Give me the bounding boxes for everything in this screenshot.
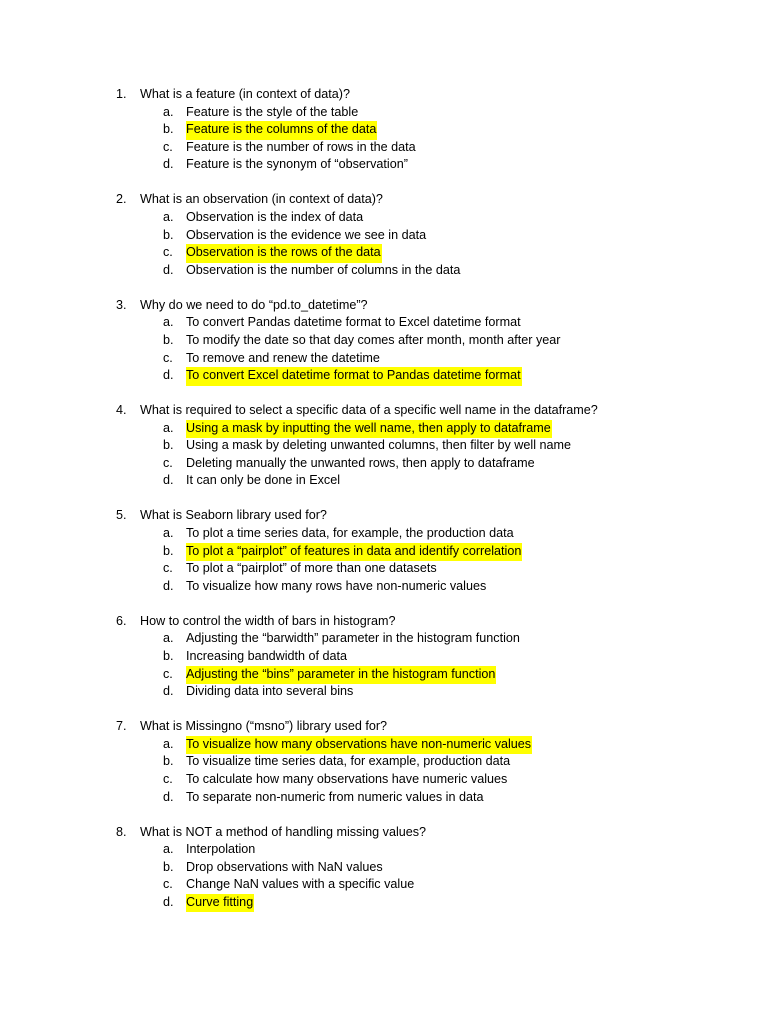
question-text: What is an observation (in context of data)? <box>140 192 383 207</box>
answer-option-letter: d. <box>163 684 174 699</box>
answer-option <box>0 472 768 490</box>
answer-option-letter: b. <box>163 754 174 769</box>
answer-option-letter: c. <box>163 455 173 470</box>
answer-option-letter: b. <box>163 648 174 663</box>
answer-option-letter: d. <box>163 157 174 172</box>
answer-option <box>0 753 768 771</box>
question-block-7 <box>0 718 768 806</box>
answer-option-text: To plot a “pairplot” of more than one datasets <box>186 561 437 576</box>
answer-option-text: Interpolation <box>186 842 256 857</box>
answer-option <box>0 121 768 139</box>
answer-option-letter: a. <box>163 209 174 224</box>
answer-option-letter: c. <box>163 245 173 260</box>
answer-option-letter: a. <box>163 420 174 435</box>
answer-option <box>0 560 768 578</box>
question-line <box>0 191 768 209</box>
question-block-2 <box>0 191 768 279</box>
answer-option-text: Feature is the style of the table <box>186 104 359 119</box>
question-block-6 <box>0 613 768 701</box>
answer-option <box>0 859 768 877</box>
answer-option-letter: c. <box>163 666 173 681</box>
answer-option-text: To convert Pandas datetime format to Excel datetime format <box>186 315 521 330</box>
answer-option-letter: a. <box>163 526 174 541</box>
answer-option <box>0 455 768 473</box>
question-line <box>0 718 768 736</box>
answer-option-text: Adjusting the “barwidth” parameter in the histogram function <box>186 631 520 646</box>
answer-option-letter: d. <box>163 262 174 277</box>
answer-option-text: Observation is the index of data <box>186 209 364 224</box>
question-number: 3. <box>116 297 127 312</box>
answer-option <box>0 437 768 455</box>
question-line <box>0 297 768 315</box>
question-block-8 <box>0 824 768 912</box>
question-line <box>0 824 768 842</box>
answer-option <box>0 736 768 754</box>
answer-option-letter: c. <box>163 561 173 576</box>
question-block-4 <box>0 402 768 490</box>
question-line <box>0 507 768 525</box>
question-text: How to control the width of bars in histogram? <box>140 613 396 628</box>
answer-option-text: To plot a time series data, for example, the production data <box>186 526 514 541</box>
answer-option-text-highlighted: To visualize how many observations have non-numeric values <box>186 736 532 755</box>
question-line <box>0 86 768 104</box>
question-block-3 <box>0 297 768 385</box>
answer-option <box>0 789 768 807</box>
answer-option <box>0 666 768 684</box>
answer-option-text: To remove and renew the datetime <box>186 350 380 365</box>
answer-option-text: Feature is the number of rows in the data <box>186 139 416 154</box>
answer-option-text: Change NaN values with a specific value <box>186 877 415 892</box>
answer-option-text: To separate non-numeric from numeric values in data <box>186 789 484 804</box>
question-text: Why do we need to do “pd.to_datetime”? <box>140 297 368 312</box>
answer-option-text-highlighted: To convert Excel datetime format to Pandas datetime format <box>186 367 522 386</box>
answer-option-letter: b. <box>163 122 174 137</box>
question-line <box>0 613 768 631</box>
answer-option-text: Using a mask by deleting unwanted columns, then filter by well name <box>186 438 572 453</box>
answer-option <box>0 683 768 701</box>
answer-option-text: Dividing data into several bins <box>186 684 354 699</box>
answer-option <box>0 648 768 666</box>
answer-option-letter: b. <box>163 332 174 347</box>
answer-option-letter: b. <box>163 543 174 558</box>
question-number: 7. <box>116 719 127 734</box>
answer-option <box>0 104 768 122</box>
question-number: 4. <box>116 403 127 418</box>
answer-option-text-highlighted: Observation is the rows of the data <box>186 244 382 263</box>
question-block-1 <box>0 86 768 174</box>
answer-option-letter: d. <box>163 894 174 909</box>
answer-option <box>0 350 768 368</box>
answer-option <box>0 332 768 350</box>
answer-option-letter: c. <box>163 350 173 365</box>
answer-option <box>0 209 768 227</box>
answer-option-letter: a. <box>163 631 174 646</box>
answer-option-text: To modify the date so that day comes after month, month after year <box>186 332 561 347</box>
question-text: What is NOT a method of handling missing values? <box>140 824 427 839</box>
question-number: 2. <box>116 192 127 207</box>
question-list <box>0 86 768 929</box>
answer-option <box>0 525 768 543</box>
answer-option <box>0 262 768 280</box>
question-block-5 <box>0 507 768 595</box>
answer-option <box>0 139 768 157</box>
answer-option-letter: c. <box>163 139 173 154</box>
answer-option-text: Deleting manually the unwanted rows, then apply to dataframe <box>186 455 535 470</box>
answer-option-text: It can only be done in Excel <box>186 473 341 488</box>
answer-option <box>0 244 768 262</box>
question-text: What is Seaborn library used for? <box>140 508 327 523</box>
answer-option <box>0 543 768 561</box>
answer-option <box>0 420 768 438</box>
answer-option-letter: a. <box>163 104 174 119</box>
answer-option-text: Observation is the evidence we see in data <box>186 227 427 242</box>
answer-option-letter: b. <box>163 859 174 874</box>
question-number: 6. <box>116 613 127 628</box>
answer-option <box>0 630 768 648</box>
answer-option-letter: c. <box>163 771 173 786</box>
answer-option-letter: d. <box>163 368 174 383</box>
answer-option <box>0 227 768 245</box>
answer-option <box>0 894 768 912</box>
answer-option <box>0 876 768 894</box>
question-line <box>0 402 768 420</box>
answer-option-letter: a. <box>163 315 174 330</box>
answer-option-text-highlighted: To plot a “pairplot” of features in data and identify correlation <box>186 543 522 562</box>
question-number: 5. <box>116 508 127 523</box>
answer-option <box>0 314 768 332</box>
answer-option-letter: d. <box>163 578 174 593</box>
answer-option <box>0 578 768 596</box>
answer-option-letter: a. <box>163 736 174 751</box>
answer-option-text-highlighted: Adjusting the “bins” parameter in the histogram function <box>186 666 496 685</box>
answer-option-text: To calculate how many observations have numeric values <box>186 771 508 786</box>
question-text: What is Missingno (“msno”) library used for? <box>140 719 388 734</box>
answer-option <box>0 367 768 385</box>
answer-option-text: To visualize how many rows have non-numeric values <box>186 578 487 593</box>
answer-option-text-highlighted: Using a mask by inputting the well name, then apply to dataframe <box>186 420 552 439</box>
answer-option-text: Increasing bandwidth of data <box>186 648 348 663</box>
answer-option-text: Feature is the synonym of “observation” <box>186 157 408 172</box>
answer-option <box>0 841 768 859</box>
answer-option-text-highlighted: Curve fitting <box>186 894 254 913</box>
answer-option-letter: d. <box>163 473 174 488</box>
answer-option-text-highlighted: Feature is the columns of the data <box>186 121 377 140</box>
answer-option-letter: b. <box>163 227 174 242</box>
answer-option-letter: a. <box>163 842 174 857</box>
answer-option <box>0 771 768 789</box>
question-text: What is required to select a specific data of a specific well name in the dataframe? <box>140 403 598 418</box>
question-text: What is a feature (in context of data)? <box>140 87 351 101</box>
answer-option-letter: c. <box>163 877 173 892</box>
question-number: 8. <box>116 824 127 839</box>
answer-option <box>0 156 768 174</box>
answer-option-text: To visualize time series data, for example, production data <box>186 754 511 769</box>
answer-option-text: Observation is the number of columns in the data <box>186 262 461 277</box>
answer-option-letter: b. <box>163 438 174 453</box>
question-number: 1. <box>116 87 127 101</box>
answer-option-letter: d. <box>163 789 174 804</box>
answer-option-text: Drop observations with NaN values <box>186 859 383 874</box>
